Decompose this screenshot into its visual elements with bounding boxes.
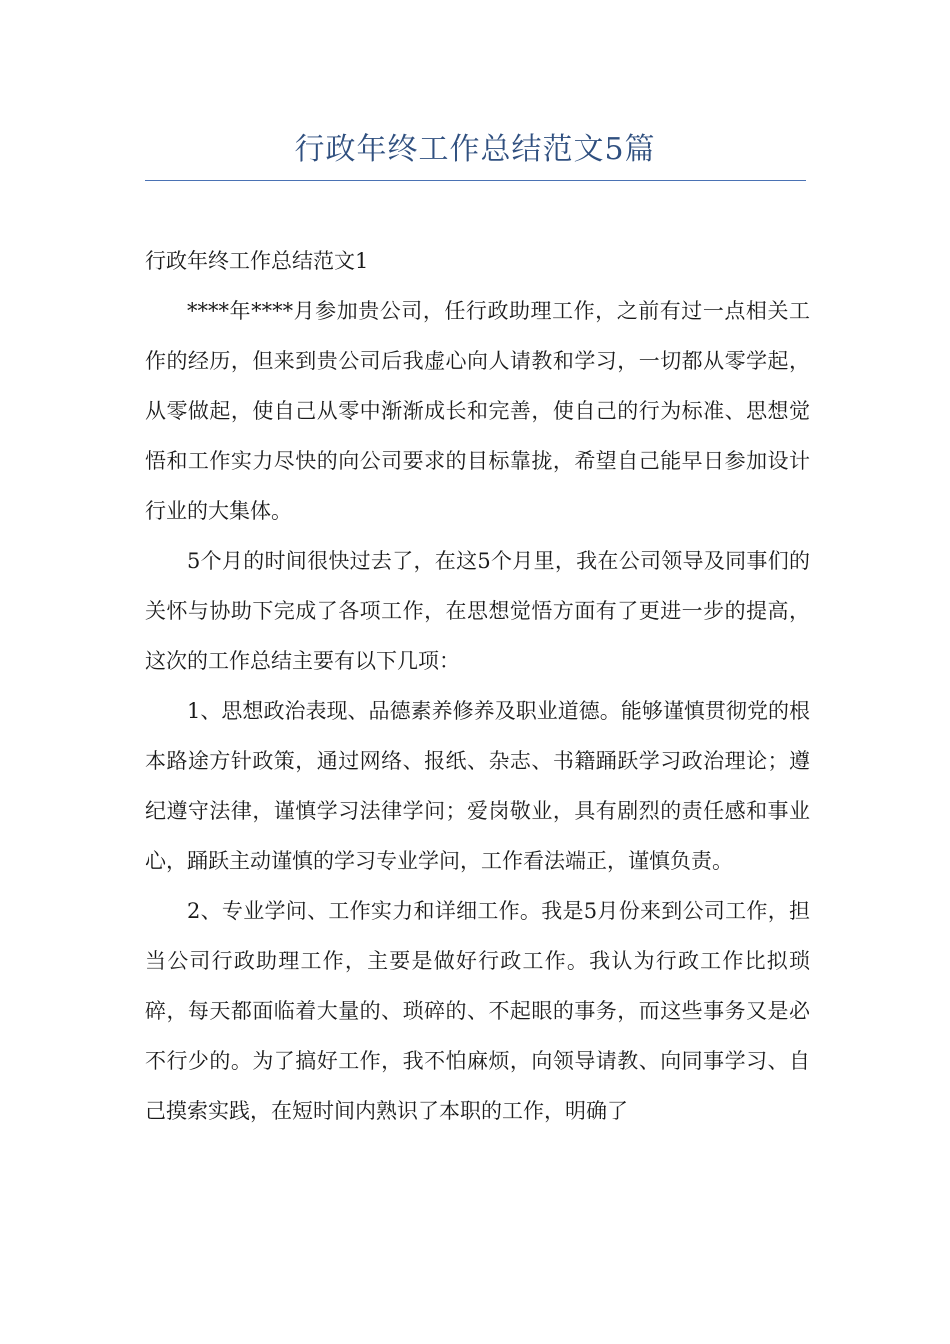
paragraph-2: 5个月的时间很快过去了，在这5个月里，我在公司领导及同事们的关怀与协助下完成了各项工作，在思想觉悟方面有了更进一步的提高，这次的工作总结主要有以下几项： (145, 549, 810, 673)
paragraph-1: ****年****月参加贵公司，任行政助理工作，之前有过一点相关工作的经历，但来到贵公司后我虚心向人请教和学习，一切都从零学起，从零做起，使自己从零中渐渐成长和完善，使自己的行为标准、思想觉悟和工作实力尽快的向公司要求的目标靠拢，希望自己能早日参加设计行业的大集体。 (145, 299, 810, 523)
section-heading: 行政年终工作总结范文1 (145, 249, 369, 273)
title-underline (145, 180, 806, 181)
document-title: 行政年终工作总结范文5篇 (294, 132, 656, 167)
paragraph-3: 1、思想政治表现、品德素养修养及职业道德。能够谨慎贯彻党的根本路途方针政策，通过网络、报纸、杂志、书籍踊跃学习政治理论；遵纪遵守法律，谨慎学习法律学问；爱岗敬业，具有剧烈的责任感和事业心，踊跃主动谨慎的学习专业学问，工作看法端正，谨慎负责。 (145, 699, 810, 873)
paragraph-4: 2、专业学问、工作实力和详细工作。我是5月份来到公司工作，担当公司行政助理工作，主要是做好行政工作。我认为行政工作比拟琐碎，每天都面临着大量的、琐碎的、不起眼的事务，而这些事务又是必不行少的。为了搞好工作，我不怕麻烦，向领导请教、向同事学习、自己摸索实践，在短时间内熟识了本职的工作，明确了 (145, 899, 810, 1123)
document-body (145, 236, 810, 1136)
